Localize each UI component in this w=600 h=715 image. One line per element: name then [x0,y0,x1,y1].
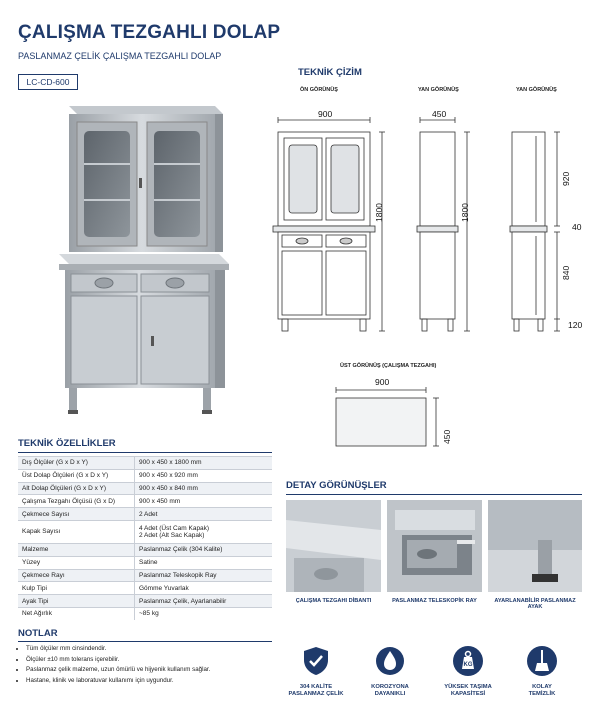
spec-row [18,569,272,582]
spec-value: ~85 kg [135,607,273,619]
spec-label: Yüzey [18,556,135,569]
leg-height-dim: 120 [568,320,583,330]
spec-row [18,607,272,619]
gap-height-dim: 40 [572,222,582,232]
upper-height-dim: 920 [561,171,571,186]
spec-value: Paslanmaz Çelik, Ayarlanabilir [135,595,273,608]
front-view-label: ÖN GÖRÜNÜŞ [300,87,338,93]
page-title: ÇALIŞMA TEZGAHLI DOLAP [18,22,281,43]
spec-row [18,595,272,608]
badge-line-1: KOLAY [532,684,552,690]
spec-value: 900 x 450 x 920 mm [135,469,273,482]
spec-row [18,556,272,569]
details-heading: DETAY GÖRÜNÜŞLER [286,480,387,491]
spec-label: Kapak Sayısı [18,520,135,543]
product-photo [55,104,230,416]
side-depth-dim: 450 [432,109,447,119]
top-view-drawing [330,386,450,452]
badge-line-2: DAYANIKLI [374,691,406,697]
specs-table [18,456,272,620]
spec-row [18,482,272,495]
spec-row [18,508,272,521]
technical-drawing [270,100,600,345]
detail-caption-rail: PASLANMAZ TELESKOPİK RAY [392,598,477,604]
page-subtitle: PASLANMAZ ÇELİK ÇALIŞMA TEZGAHLI DOLAP [18,51,222,61]
spec-value: 900 x 450 x 1800 mm [135,457,273,470]
spec-value: Paslanmaz Çelik (304 Kalite) [135,543,273,556]
note-item: • Tüm ölçüler mm cinsindendir. [26,645,296,652]
spec-value-line-2: 2 Adet (Alt Sac Kapak) [139,531,205,539]
spec-row [18,582,272,595]
spec-row [18,469,272,482]
spec-label: Çalışma Tezgahı Ölçüsü (G x D) [18,495,135,508]
spec-row [18,495,272,508]
side-view-label-1: YAN GÖRÜNÜŞ [418,87,459,93]
detail-photo-foot [488,500,582,592]
side-view-label-2: YAN GÖRÜNÜŞ [516,87,557,93]
drop-icon [375,645,405,677]
specs-rule [18,452,272,453]
spec-value: Gömme Yuvarlak [135,582,273,595]
weight-kg-text: KG [463,662,473,668]
spec-value: 900 x 450 mm [135,495,273,508]
shield-check-icon [301,645,331,677]
badge-line-1: YÜKSEK TAŞIMA [444,684,492,690]
notes-list [10,645,296,687]
mop-icon [526,645,558,677]
spec-label: Malzeme [18,543,135,556]
spec-label: Dış Ölçüler (G x D x Y) [18,457,135,470]
side-height-dim: 1800 [460,203,470,222]
spec-row [18,520,272,543]
detail-photo-rail [387,500,482,592]
front-width-dim: 900 [318,109,333,119]
spec-row [18,457,272,470]
note-item: • Ölçüler ±10 mm tolerans içerebilir. [26,656,296,663]
notes-heading: NOTLAR [18,628,58,639]
badge-caption-cleaning [506,684,578,698]
note-item: • Hastane, klinik ve laboratuvar kullanımı için uygundur. [26,677,296,684]
spec-label: Çekmece Rayı [18,569,135,582]
spec-label: Kulp Tipi [18,582,135,595]
spec-value: 900 x 450 x 840 mm [135,482,273,495]
specs-heading: TEKNİK ÖZELLİKLER [18,438,116,449]
spec-value [135,520,273,543]
badge-caption-capacity [431,684,505,698]
spec-label: Alt Dolap Ölçüleri (G x D x Y) [18,482,135,495]
top-width-dim: 900 [375,377,390,387]
spec-label: Ayak Tipi [18,595,135,608]
badge-line-2: PASLANMAZ ÇELİK [288,691,344,697]
spec-label: Üst Dolap Ölçüleri (G x D x Y) [18,469,135,482]
front-height-dim: 1800 [374,203,384,222]
badge-line-1: KOROZYONA [371,684,409,690]
spec-label: Çekmece Sayısı [18,508,135,521]
top-view-label: ÜST GÖRÜNÜŞ (ÇALIŞMA TEZGAHI) [340,363,437,369]
technical-drawing-heading: TEKNİK ÇİZİM [298,67,362,78]
detail-caption-foot: AYARLANABİLİR PASLANMAZ AYAK [494,598,576,610]
spec-value-line-1: 4 Adet (Üst Cam Kapak) [139,524,210,532]
lower-height-dim: 840 [561,265,571,280]
badge-line-1: 304 KALİTE [299,684,333,690]
details-rule [286,494,582,495]
spec-value: 2 Adet [135,508,273,521]
detail-caption-worktop: ÇALIŞMA TEZGAHI DİBANTI [295,598,372,604]
top-depth-dim: 450 [442,429,452,444]
product-code: LC-CD-600 [18,74,78,90]
notes-rule [18,641,272,642]
detail-photo-worktop [286,500,381,592]
spec-value: Paslanmaz Teleskopik Ray [135,569,273,582]
spec-row [18,543,272,556]
badge-line-2: KAPASİTESİ [450,691,486,697]
badge-line-2: TEMİZLİK [528,691,556,697]
note-item: • Paslanmaz çelik malzeme, uzun ömürlü ve hijyenik kullanım sağlar. [26,666,296,673]
spec-value: Satine [135,556,273,569]
weight-kg-icon [452,645,484,677]
badge-caption-steel [280,684,352,698]
badge-caption-corrosion [354,684,426,698]
spec-label: Net Ağırlık [18,607,135,619]
